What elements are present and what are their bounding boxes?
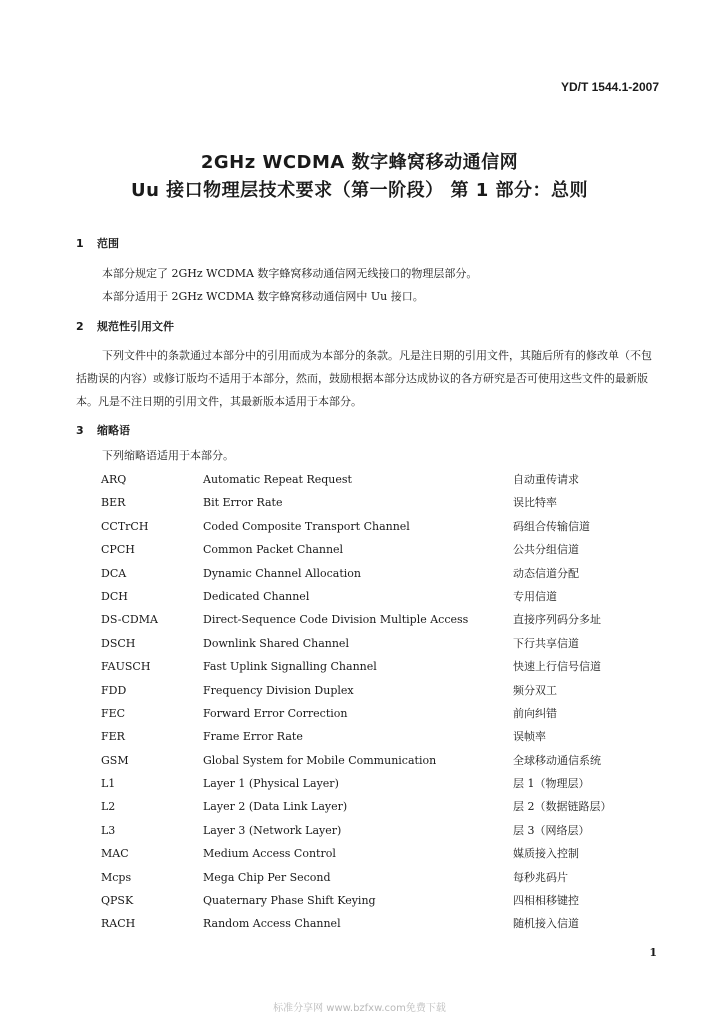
abbreviation-chinese: 误比特率: [513, 496, 557, 510]
section-scope-body: [76, 262, 662, 308]
abbreviation: CCTrCH: [101, 519, 149, 533]
abbreviation-row: [101, 634, 661, 657]
section-number: 1: [76, 237, 84, 250]
abbreviation-chinese: 随机接入信道: [513, 917, 579, 931]
abbreviation: RACH: [101, 917, 136, 931]
abbreviation-row: [101, 517, 661, 540]
abbreviation-row: [101, 844, 661, 867]
abbreviation-english: Global System for Mobile Communication: [203, 753, 437, 767]
abbreviation: DCA: [101, 566, 127, 580]
abbreviation-row: [101, 704, 661, 727]
abbreviation: L2: [101, 800, 116, 814]
abbreviation-english: Common Packet Channel: [203, 543, 344, 557]
abbreviation-row: [101, 891, 661, 914]
abbreviation-english: Frequency Division Duplex: [203, 683, 354, 697]
abbreviation-english: Layer 3 (Network Layer): [203, 823, 342, 837]
abbreviation: L1: [101, 777, 116, 791]
abbreviation-row: [101, 727, 661, 750]
section-heading-abbreviations: [76, 422, 130, 438]
abbreviation-english: Medium Access Control: [203, 847, 336, 861]
abbreviation-chinese: 公共分组信道: [513, 543, 579, 557]
section-title: 缩略语: [97, 424, 130, 437]
abbreviation-row: [101, 493, 661, 516]
abbreviation-chinese: 误帧率: [513, 730, 546, 744]
abbreviation: DS-CDMA: [101, 613, 158, 627]
abbreviation-chinese: 专用信道: [513, 589, 557, 603]
abbreviation-row: [101, 564, 661, 587]
abbreviation-row: [101, 657, 661, 680]
abbreviation: ARQ: [101, 473, 127, 486]
abbreviation-chinese: 码组合传输信道: [513, 519, 590, 533]
abbreviation-english: Dynamic Channel Allocation: [203, 566, 362, 580]
section-heading-scope: [76, 235, 119, 251]
abbreviation: FER: [101, 730, 125, 744]
abbreviation-row: [101, 821, 661, 844]
footer-watermark: 标准分享网 www.bzfxw.com免费下载: [273, 1003, 446, 1014]
abbreviation-chinese: 动态信道分配: [513, 566, 579, 580]
abbreviation-english: Layer 2 (Data Link Layer): [203, 800, 348, 814]
abbreviation-chinese: 前向纠错: [513, 706, 557, 720]
abbreviation-row: [101, 540, 661, 563]
abbreviation-english: Quaternary Phase Shift Keying: [203, 894, 376, 908]
abbreviation-chinese: 层 1（物理层）: [513, 777, 590, 791]
paragraph: 下列缩略语适用于本部分。: [102, 449, 234, 462]
abbreviation-row: [101, 470, 661, 493]
abbreviation-chinese: 下行共享信道: [513, 636, 579, 650]
section-title: 规范性引用文件: [97, 320, 174, 333]
abbreviation-english: Mega Chip Per Second: [203, 870, 331, 884]
abbreviations-list: [101, 470, 661, 938]
abbreviation-chinese: 每秒兆码片: [513, 870, 568, 884]
abbreviation-english: Automatic Repeat Request: [203, 473, 352, 486]
abbreviation-chinese: 快速上行信号信道: [513, 660, 601, 674]
abbreviation-row: [101, 774, 661, 797]
abbreviation-chinese: 自动重传请求: [513, 473, 579, 486]
abbreviation-english: Direct-Sequence Code Division Multiple Access: [203, 613, 469, 627]
document-title-line-2: Uu 接口物理层技术要求（第一阶段） 第 1 部分：总则: [130, 180, 589, 201]
abbreviation-english: Dedicated Channel: [203, 589, 310, 603]
abbreviation: BER: [101, 496, 126, 510]
abbreviation-chinese: 频分双工: [513, 683, 557, 697]
section-title: 范围: [97, 237, 119, 250]
abbreviation: FDD: [101, 683, 127, 697]
abbreviation: FAUSCH: [101, 660, 151, 674]
abbreviation-row: [101, 751, 661, 774]
abbreviation: GSM: [101, 753, 129, 767]
abbreviation: DSCH: [101, 636, 136, 650]
abbreviation-english: Coded Composite Transport Channel: [203, 519, 410, 533]
abbreviation: FEC: [101, 706, 126, 720]
section-heading-normative-references: [76, 318, 174, 334]
abbreviation: QPSK: [101, 894, 134, 908]
document-title-line-1: 2GHz WCDMA 数字蜂窝移动通信网: [200, 152, 519, 173]
abbreviation-chinese: 四相相移键控: [513, 894, 579, 908]
section-number: 2: [76, 320, 84, 333]
paragraph: 下列文件中的条款通过本部分中的引用而成为本部分的条款。凡是注日期的引用文件，其随后所有的修改单（不包括勘误的内容）或修订版均不适用于本部分，然而，鼓励根据本部分达成协议的各方研究是否可使用这些文件的最新版本。凡是不注日期的引用文件，其最新版本适用于本部分。: [76, 349, 652, 408]
abbreviation: DCH: [101, 589, 128, 603]
abbreviation-chinese: 全球移动通信系统: [513, 753, 601, 767]
abbreviation-row: [101, 797, 661, 820]
section-references-body: [76, 344, 662, 413]
abbreviation: L3: [101, 823, 116, 837]
abbreviation-chinese: 层 2（数据链路层）: [513, 800, 612, 814]
section-number: 3: [76, 424, 84, 437]
abbreviation-row: [101, 868, 661, 891]
abbreviation-english: Bit Error Rate: [203, 496, 283, 510]
abbreviation-row: [101, 610, 661, 633]
standard-code: YD/T 1544.1-2007: [560, 80, 659, 94]
abbreviation-row: [101, 914, 661, 937]
paragraph: 本部分规定了 2GHz WCDMA 数字蜂窝移动通信网无线接口的物理层部分。: [102, 267, 478, 280]
abbreviation-english: Random Access Channel: [203, 917, 341, 931]
abbreviation-english: Frame Error Rate: [203, 730, 303, 744]
abbreviation: MAC: [101, 847, 129, 861]
abbreviation-english: Downlink Shared Channel: [203, 636, 349, 650]
abbreviation-english: Forward Error Correction: [203, 706, 348, 720]
abbreviation-chinese: 层 3（网络层）: [513, 823, 590, 837]
abbreviation-chinese: 直接序列码分多址: [513, 613, 601, 627]
section-abbreviations-intro: [76, 444, 662, 467]
abbreviation-english: Fast Uplink Signalling Channel: [203, 660, 377, 674]
abbreviation: CPCH: [101, 543, 135, 557]
abbreviation-chinese: 媒质接入控制: [513, 847, 579, 861]
page-number: 1: [649, 946, 657, 959]
abbreviation-row: [101, 681, 661, 704]
abbreviation-row: [101, 587, 661, 610]
abbreviation-english: Layer 1 (Physical Layer): [203, 777, 339, 791]
abbreviation: Mcps: [101, 870, 132, 884]
paragraph: 本部分适用于 2GHz WCDMA 数字蜂窝移动通信网中 Uu 接口。: [102, 290, 424, 303]
